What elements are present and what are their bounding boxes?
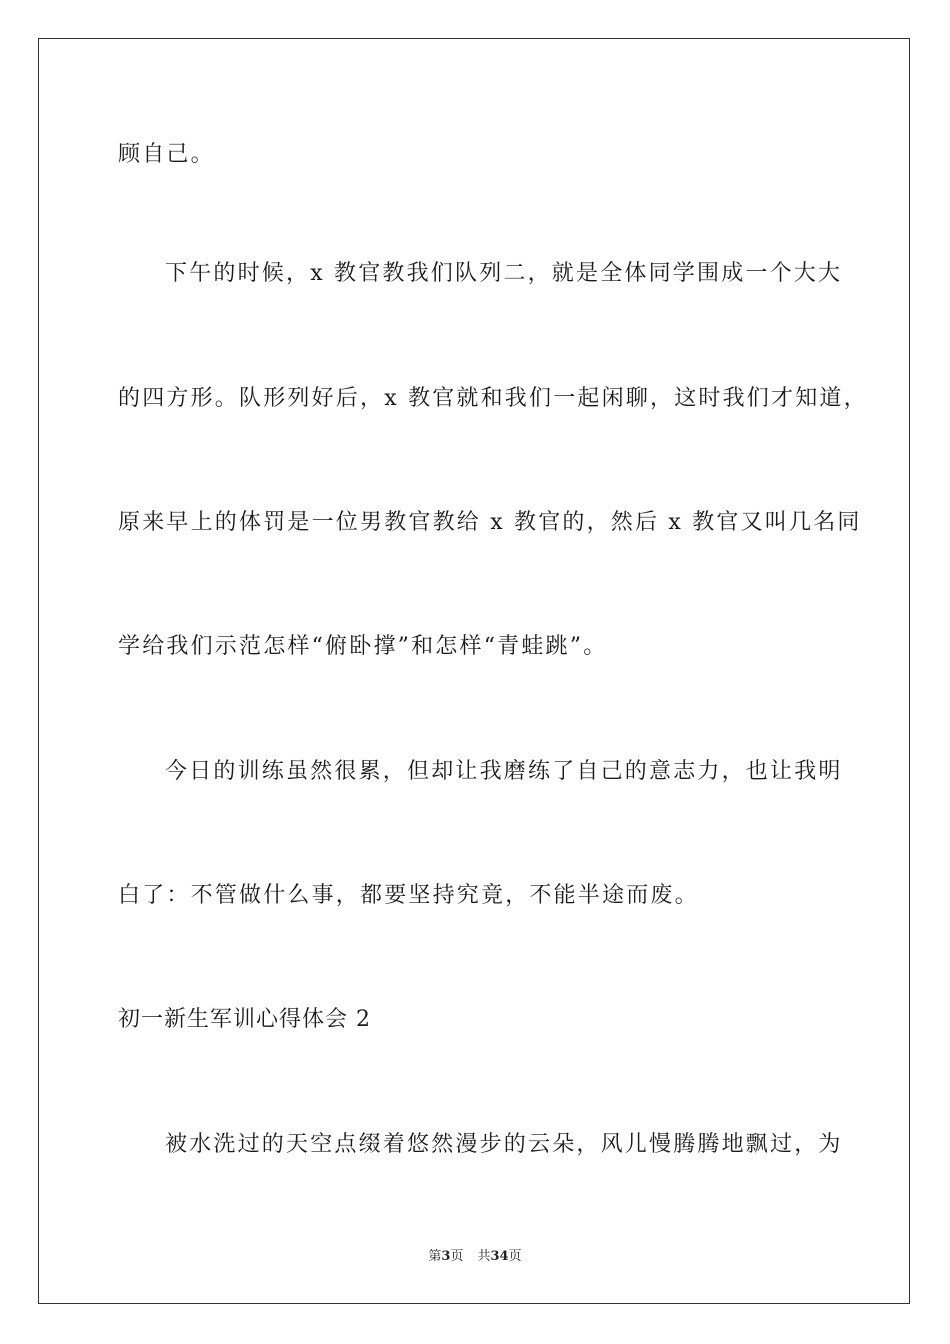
text-line-4: 原来早上的体罚是一位男教官教给 x 教官的，然后 x 教官又叫几名同	[118, 510, 862, 535]
text-line-2: 下午的时候，x 教官教我们队列二，就是全体同学围成一个大大	[165, 261, 843, 286]
text-line-1: 顾自己。	[118, 142, 215, 167]
section-heading: 初一新生军训心得体会 2	[118, 1007, 371, 1032]
page-suffix: 页	[450, 1249, 464, 1264]
total-pages: 34	[490, 1249, 509, 1264]
text-line-7: 白了：不管做什么事，都要坚持究竟，不能半途而废。	[118, 883, 699, 908]
page-number: 3	[441, 1249, 451, 1264]
text-line-6: 今日的训练虽然很累，但却让我磨练了自己的意志力，也让我明	[165, 759, 843, 784]
text-line-5: 学给我们示范怎样“俯卧撑”和怎样“青蛙跳”。	[118, 634, 608, 659]
total-suffix: 页	[508, 1249, 522, 1264]
text-line-3: 的四方形。队形列好后，x 教官就和我们一起闲聊，这时我们才知道，	[118, 386, 868, 411]
text-line-9: 被水洗过的天空点缀着悠然漫步的云朵，风儿慢腾腾地飘过，为	[165, 1132, 843, 1157]
page-border	[38, 38, 910, 1304]
page-footer	[0, 1248, 950, 1266]
total-prefix: 共	[477, 1249, 491, 1264]
page-prefix: 第	[428, 1249, 442, 1264]
